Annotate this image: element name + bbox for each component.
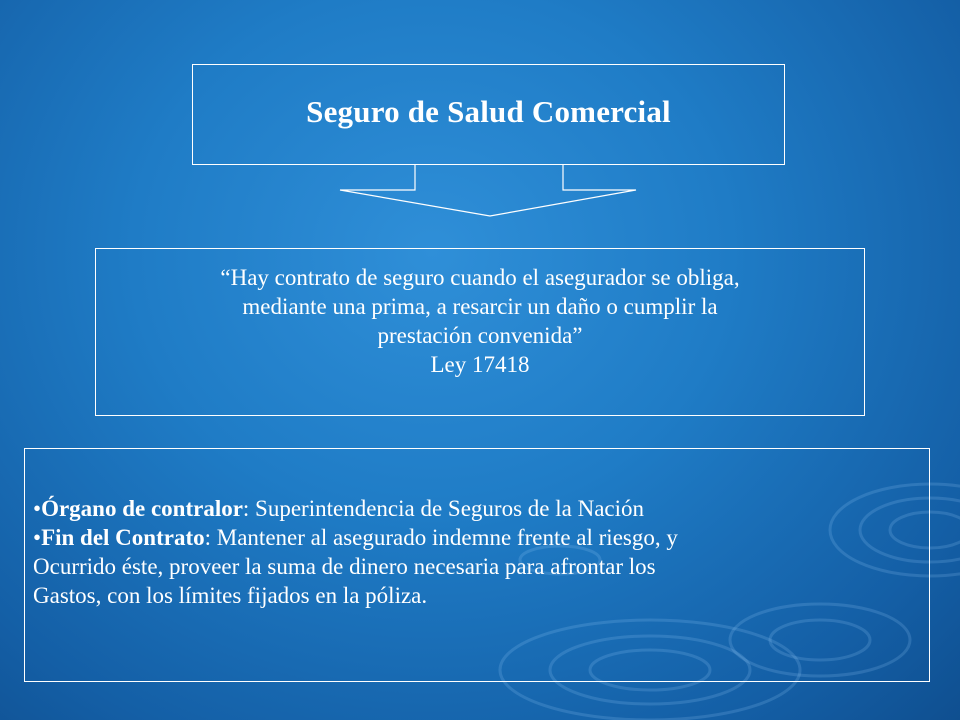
bullet-item-fin xyxy=(33,523,929,552)
bullet-icon: • xyxy=(33,496,42,521)
item-text-organo: : Superintendencia de Seguros de la Nación xyxy=(242,496,645,521)
title-box xyxy=(192,64,785,165)
item-fin-line-2: Ocurrido éste, proveer la suma de dinero necesaria para afrontar los xyxy=(33,554,656,579)
bullet-icon: • xyxy=(33,525,42,550)
quote-line-2: mediante una prima, a resarcir un daño o cumplir la xyxy=(242,294,718,319)
item-label-fin: Fin del Contrato xyxy=(41,525,205,550)
quote-source: Ley 17418 xyxy=(430,352,530,377)
item-label-organo: Órgano de contralor xyxy=(41,496,243,521)
info-box xyxy=(24,448,930,682)
bullet-item-organo xyxy=(33,494,929,523)
item-text-fin: : Mantener al asegurado indemne frente al riesgo, y xyxy=(204,525,678,550)
down-arrow-icon xyxy=(338,160,638,218)
definition-quote-box xyxy=(95,248,865,416)
item-fin-line-3: Gastos, con los límites fijados en la póliza. xyxy=(33,583,428,608)
slide-title: Seguro de Salud Comercial xyxy=(306,93,671,129)
quote-line-3: prestación convenida” xyxy=(377,323,583,348)
quote-line-1: “Hay contrato de seguro cuando el asegurador se obliga, xyxy=(220,265,740,290)
